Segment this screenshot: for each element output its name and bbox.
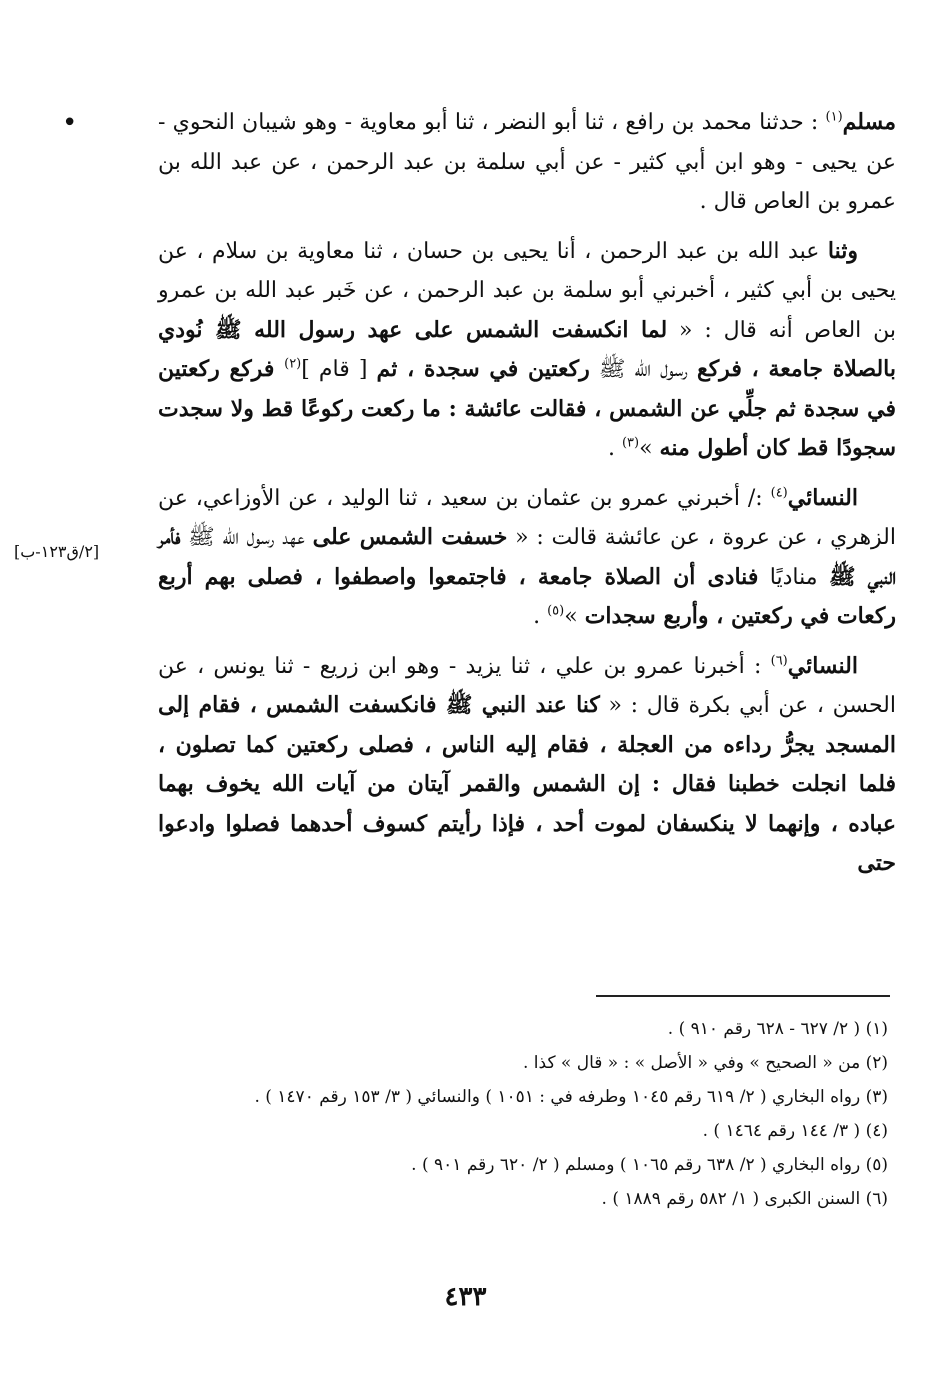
footnote-ref[interactable]: (١) [825, 109, 843, 125]
source-name: مسلم [842, 109, 896, 135]
footnote-ref[interactable]: (٤) [770, 485, 788, 501]
paragraph-text: عبد الله بن عبد الرحمن ، أنا يحيى بن حسان ، ثنا معاوية بن سلام ، عن يحيى بن أبي كثير ، أخبرني أبو سلمة بن عبد الرحمن ، عن خَبر عبد الله بن عمرو بن العاص أنه قال : « [158, 238, 896, 343]
hadith-text: فنادى أن الصلاة جامعة ، فاجتمعوا واصطفوا ، فصلى بهم أربع ركعات في ركعتين ، وأربع سجدات [158, 563, 896, 629]
paragraph-text: : أخبرنا عمرو بن علي ، ثنا يزيد - وهو ابن زريع - ثنا يونس ، عن الحسن ، عن أبي بكرة قال : « [158, 653, 896, 718]
hadith-text: كنا عند النبي ﷺ فانكسفت الشمس ، فقام إلى المسجد يجرُّ رداءه من العجلة ، فقام إليه الناس ، فصلى ركعتين كما تصلون ، فلما انجلت خطبنا فقال : إن الشمس والقمر آيتان من آيات الله يخوف بهما عباده ، وإنهما لا ينكسفان لموت أحد ، فإذا رأيتم كسوف أحدهما فصلوا وادعوا حتى [158, 692, 896, 876]
footnote-ref[interactable]: (٥) [547, 603, 565, 619]
source-name: النسائي [787, 652, 858, 679]
paragraph-2 [158, 232, 896, 469]
paragraph-text: رسول الله ﷺ [589, 357, 697, 382]
footnote-3: (٣) رواه البخاري ( ٢/ ٦١٩ رقم ١٠٤٥ وطرفه في : ١٠٥١ ) والنسائي ( ٣/ ١٥٣ رقم ١٤٧٠ ) . [254, 1087, 888, 1107]
footnote-5: (٥) رواه البخاري ( ٢/ ٦٣٨ رقم ١٠٦٥ ) ومسلم ( ٢/ ٦٢٠ رقم ٩٠١ ) . [411, 1155, 888, 1175]
paragraph-text: » [639, 436, 660, 461]
footnote-6: (٦) السنن الكبرى ( ١/ ٥٨٢ رقم ١٨٨٩ ) . [601, 1189, 888, 1209]
paragraph-1 [158, 103, 896, 222]
footnote-ref[interactable]: (٢) [284, 356, 302, 372]
paragraph-text: [ قام ] [301, 357, 377, 382]
main-text [158, 103, 896, 894]
paragraph-text: عهد رسول الله ﷺ [180, 525, 313, 550]
hadith-text: لما انكسفت الشمس على عهد رسول الله ﷺ نُودي بالصلاة جامعة ، فركع [158, 316, 896, 382]
footnote-4: (٤) ( ٣/ ١٤٤ رقم ١٤٦٤ ) . [702, 1121, 888, 1141]
paragraph-text: . [533, 604, 548, 629]
hadith-text: ركعتين في سجدة ، ثم [376, 356, 590, 382]
hadith-text: خسفت الشمس على [312, 524, 508, 550]
source-name: النسائي [787, 484, 858, 511]
paragraph-text: :/ أخبرني عمرو بن عثمان بن سعيد ، ثنا الوليد ، عن الأوزاعي، عن الزهري ، عن عروة ، عن عائشة قالت : « [158, 485, 897, 550]
paragraph-3 [158, 479, 896, 637]
footnote-divider [596, 995, 890, 997]
paragraph-4 [158, 647, 896, 884]
hadith-text: فأمر النبي ﷺ [158, 524, 896, 590]
margin-dot: • [62, 108, 78, 138]
paragraph-text: . [607, 436, 622, 461]
manuscript-folio-ref: [٢/ق١٢٣-ب] [14, 542, 100, 561]
footnote-ref[interactable]: (٣) [621, 435, 640, 451]
footnotes [150, 1012, 888, 1216]
paragraph-text: » [564, 604, 585, 629]
page-number: ٤٣٣ [444, 1282, 487, 1312]
footnote-2: (٢) من « الصحيح » وفي « الأصل » : « قال » كذا . [522, 1053, 888, 1073]
source-name: وثنا [827, 237, 858, 264]
footnote-ref[interactable]: (٦) [770, 653, 788, 669]
paragraph-text: مناديًا [758, 564, 829, 590]
paragraph-text: : حدثنا محمد بن رافع ، ثنا أبو النضر ، ثنا أبو معاوية - وهو شيبان النحوي - عن يحيى - وهو ابن أبي كثير - عن أبي سلمة بن عبد الرحمن ، عن عبد الله بن عمرو بن العاص قال . [158, 110, 896, 214]
footnote-1: (١) ( ٢/ ٦٢٧ - ٦٢٨ رقم ٩١٠ ) . [667, 1019, 888, 1039]
hadith-text: فركع ركعتين في سجدة ثم جلِّي عن الشمس ، فقالت عائشة : ما ركعت ركوعًا قط ولا سجدت سجودًا قط كان أطول منه [158, 356, 896, 461]
